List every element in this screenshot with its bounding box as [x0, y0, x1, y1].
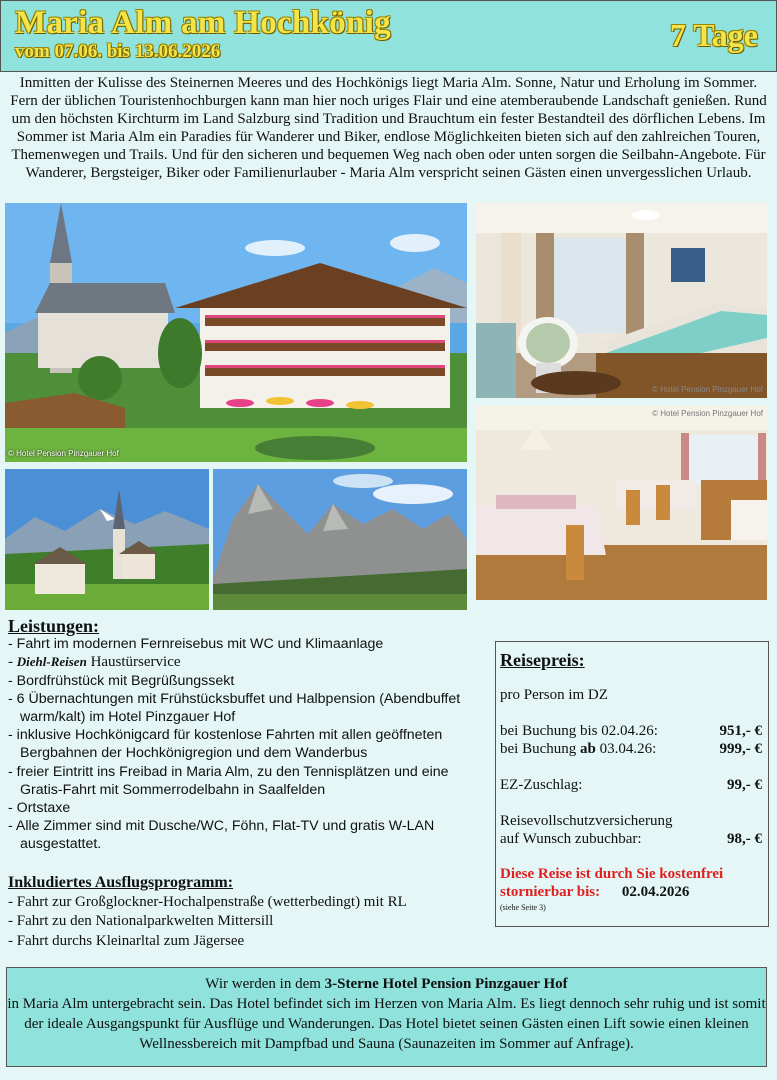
insurance-value: 98,- € — [727, 831, 762, 847]
services-item-doorservice: - Diehl-Reisen Haustürservice — [8, 654, 181, 671]
services-item: - inklusive Hochkönigcard für kostenlose Fahrten mit allen geöffneten Bergbahnen der Hochkönigregion und dem Wanderbus — [8, 727, 443, 762]
photo-credit-room: © Hotel Pension Pinzgauer Hof — [652, 385, 763, 394]
price-row-late: bei Buchung ab 03.04.26: 999,- € — [500, 741, 762, 757]
dining-room-photo — [476, 405, 767, 600]
excursions-title: Inkludiertes Ausflugsprogramm: — [8, 874, 234, 891]
church-mountains-photo — [5, 469, 209, 610]
insurance-label-1: Reisevollschutzversicherung — [500, 813, 673, 829]
travel-dates: vom 07.06. bis 13.06.2026 — [15, 41, 221, 62]
price-early-label: bei Buchung bis 02.04.26: — [500, 723, 658, 739]
hotel-exterior-photo — [5, 203, 467, 462]
excursion-item: - Fahrt zu den Nationalparkwelten Mittersill — [8, 913, 274, 929]
excursion-item: - Fahrt durchs Kleinarltal zum Jägersee — [8, 932, 245, 949]
see-page-note: (siehe Seite 3) — [500, 903, 546, 912]
price-per-person: pro Person im DZ — [500, 687, 608, 703]
insurance-label-2: auf Wunsch zubuchbar: — [500, 831, 642, 847]
cancellation-row — [500, 884, 762, 901]
services-item: - Ortstaxe — [8, 800, 71, 817]
single-supplement-value: 99,- € — [727, 777, 762, 793]
header-banner — [0, 0, 777, 72]
excursions-section — [8, 873, 486, 951]
intro-text: Inmitten der Kulisse des Steinernen Meeres und des Hochkönigs liegt Maria Alm. Sonne, Natur und Erholung im Sommer. Fern der üblichen Touristenhochburgen kann man hier noch uriges Flair und eine atemberaubende Landschaft genießen. Rund um den höchsten Kirchturm im Land Salzburg sind Tradition und Brauchtum ein fester Bestandteil des dörflichen Lebens. Im Sommer ist Maria Alm ein Paradies für Wanderer und Biker, endlose Möglichkeiten bieten sich auf den zahlreichen Touren, Themenwegen und Trails. Und für den sicheren und bequemen Weg nach oben oder unten sorgen die Seilbahn-Angebote. Für Wanderer, Bergsteiger, Biker oder Familienurlauber - Maria Alm verspricht seinen Gästen einen unvergesslichen Urlaub. — [10, 75, 767, 181]
hotel-info-box — [6, 967, 767, 1067]
cancellation-date: 02.04.2026 — [621, 884, 690, 900]
services-item: - Fahrt im modernen Fernreisebus mit WC und Klimaanlage — [8, 636, 384, 653]
services-section — [8, 617, 486, 854]
excursion-item: - Fahrt zur Großglockner-Hochalpenstraße (wetterbedingt) mit RL — [8, 893, 407, 910]
services-item: - Bordfrühstück mit Begrüßungssekt — [8, 672, 235, 689]
price-box — [495, 641, 769, 927]
cancellation-note-2: stornierbar bis: — [500, 884, 601, 900]
cancellation-note-1: Diese Reise ist durch Sie kostenfrei — [500, 866, 724, 882]
hotel-info-line1: Wir werden in dem 3-Sterne Hotel Pension Pinzgauer Hof — [205, 976, 568, 992]
photo-credit-hotel: © Hotel Pension Pinzgauer Hof — [8, 449, 119, 458]
services-item: - freier Eintritt ins Freibad in Maria Alm, zu den Tennisplätzen und eine Gratis-Fahrt mit Sommerrodelbahn in Saalfelden — [8, 763, 449, 798]
price-late-value: 999,- € — [719, 741, 762, 757]
hotel-name: 3-Sterne Hotel Pension Pinzgauer Hof — [324, 976, 568, 992]
services-item: - Alle Zimmer sind mit Dusche/WC, Föhn, Flat-TV und gratis W-LAN ausgestattet. — [8, 818, 435, 853]
services-title: Leistungen: — [8, 616, 100, 636]
brand-name: Diehl-Reisen — [16, 654, 87, 670]
trip-duration: 7 Tage — [669, 17, 758, 53]
price-row-insurance — [500, 831, 762, 848]
price-row-single — [500, 777, 762, 794]
price-title: Reisepreis: — [500, 650, 585, 670]
photo-credit-dining: © Hotel Pension Pinzgauer Hof — [652, 409, 763, 418]
price-early-value: 951,- € — [719, 723, 762, 739]
single-supplement-label: EZ-Zuschlag: — [500, 777, 583, 793]
mountain-peaks-photo — [213, 469, 467, 610]
hotel-info-text: in Maria Alm untergebracht sein. Das Hotel befindet sich im Herzen von Maria Alm. Es liegt dennoch sehr ruhig und ist somit der ideale Ausgangspunkt für Ausflüge und Wanderungen. Das Hotel bietet seinen Gästen einen Lift sowie einen kleinen Wellnessbereich mit Dampfbad und Sauna (Saunazeiten im Sommer auf Anfrage). — [7, 996, 766, 1052]
hotel-room-photo — [476, 203, 767, 398]
page-title: Maria Alm am Hochkönig — [15, 5, 392, 41]
services-item: - 6 Übernachtungen mit Frühstücksbuffet und Halbpension (Abendbuffet warm/kalt) im Hotel Pinzgauer Hof — [8, 690, 461, 726]
price-row-early — [500, 723, 762, 740]
